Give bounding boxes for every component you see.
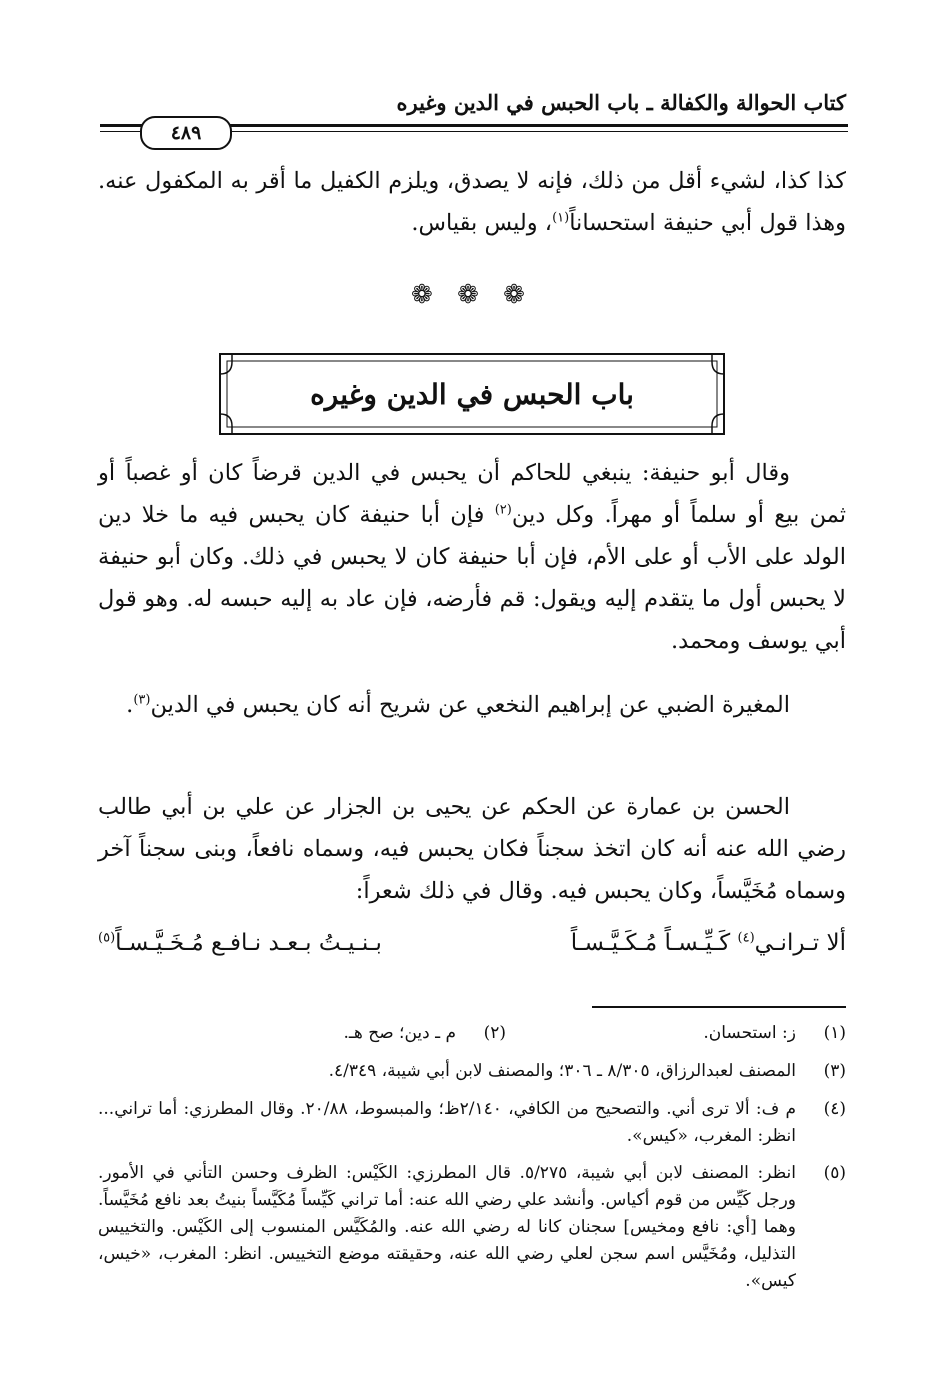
- footnote-ref-3[interactable]: (٣): [133, 692, 151, 708]
- footnote-5-label: (٥): [823, 1163, 846, 1183]
- footnote-3-label: (٣): [823, 1061, 846, 1081]
- footnote-3-text: المصنف لعبدالرزاق، ٨/٣٠٥ ـ ٣٠٦؛ والمصنف لابن أبي شيبة، ٤/٣٤٩.: [328, 1061, 796, 1081]
- footnote-row-1-2: [98, 1020, 846, 1047]
- verse-second-text: بـنـيـتُ بـعـد نـافـع مُـخَـيَّـسـاً: [115, 930, 382, 956]
- chapter-title: باب الحبس في الدين وغيره: [310, 377, 634, 411]
- running-title: كتاب الحوالة والكفالة ـ باب الحبس في الدين وغيره: [396, 90, 846, 115]
- paragraph-3-text: المغيرة الضبي عن إبراهيم النخعي عن شريح أنه كان يحبس في الدين: [150, 692, 790, 718]
- footnote-2-text: م ـ دين؛ صح هـ.: [343, 1023, 456, 1043]
- paragraph-4-text: الحسن بن عمارة عن الحكم عن يحيى بن الجزار عن علي بن أبي طالب رضي الله عنه أنه كان اتخذ سجناً فكان يحبس فيه، وسماه نافعاً، وبنى سجناً آخر وسماه مُخَيَّساً، وكان يحبس فيه. وقال في ذلك شعراً:: [98, 794, 846, 904]
- page-number-badge: [140, 116, 232, 150]
- paragraph-1-end: ، وليس بقياس.: [411, 210, 553, 236]
- paragraph-1: [98, 160, 846, 244]
- footnote-5: [98, 1160, 846, 1295]
- chapter-title-frame: [218, 352, 726, 436]
- paragraph-3: [98, 684, 846, 726]
- footnote-1-text: ز: استحسان.: [703, 1023, 796, 1043]
- verse-first-end: كَـيِّـسـاً مُـكَـيَّـسـاً: [570, 930, 738, 956]
- poetry-verse: [98, 930, 846, 974]
- verse-first-hemistich: [571, 930, 846, 956]
- paragraph-2-text-a: وقال أبو حنيفة: ينبغي للحاكم أن يحبس في الدين قرضاً كان أو غصباً أو ثمن بيع أو سلماً أو مهراً. وكل دين: [98, 460, 846, 528]
- paragraph-4: [98, 786, 846, 912]
- verse-second-hemistich: [98, 930, 382, 956]
- paragraph-2-text-b: فإن أبا حنيفة كان يحبس فيه ما خلا دين الولد على الأب أو على الأم، فإن أبا حنيفة كان لا يحبس في ذلك. وكان أبو حنيفة لا يحبس أول ما يتقدم إليه ويقول: قم فأرضه، فإن عاد به إليه حبسه له. وهو قول أبي يوسف ومحمد.: [98, 502, 846, 654]
- footnote-separator: [592, 1006, 846, 1008]
- footnote-ref-5[interactable]: (٥): [98, 930, 116, 946]
- footnote-2-label: (٢): [483, 1023, 506, 1043]
- footnote-4-label: (٤): [823, 1099, 846, 1119]
- paragraph-3-end: .: [126, 692, 134, 718]
- footnote-4-text: م ف: ألا ترى أني. والتصحيح من الكافي، ٢/١٤٠ظ؛ والمبسوط، ٢٠/٨٨. وقال المطرزي: أما تراني... انظر: المغرب، «كيس».: [98, 1099, 796, 1146]
- footnote-ref-1[interactable]: (١): [552, 210, 570, 226]
- verse-first-text: ألا تـرانـي: [754, 930, 846, 956]
- footnote-ref-2[interactable]: (٢): [494, 502, 512, 518]
- footnote-1-label: (١): [823, 1023, 846, 1043]
- footnote-3: [98, 1058, 846, 1085]
- footnote-ref-4[interactable]: (٤): [737, 930, 755, 946]
- footnote-4: [98, 1096, 846, 1150]
- page-number: ٤٨٩: [170, 122, 202, 144]
- section-separator-ornament: ❁ ❁ ❁: [411, 280, 533, 310]
- paragraph-1-text: كذا كذا، لشيء أقل من ذلك، فإنه لا يصدق، ويلزم الكفيل ما أقر به المكفول عنه. وهذا قول أبي حنيفة استحساناً: [98, 168, 846, 236]
- footnote-5-text: انظر: المصنف لابن أبي شيبة، ٥/٢٧٥. قال المطرزي: الكَيْس: الظرف وحسن التأني في الأمور. ورجل كَيِّس من قوم أكياس. وأنشد علي رضي الله عنه: أما تراني كَيِّساً مُكَيَّساً بنيتُ بعد نافع مُخَيَّساً. وهما [أي: نافع ومخيس] سجنان كانا له رضي الله عنه. والمُكَيَّس المنسوب إلى الكَيْس. والتخييس التذليل، ومُخَيَّس اسم سجن لعلي رضي الله عنه، وحقيقته موضع التخييس. انظر: المغرب، «خيس، كيس».: [98, 1163, 796, 1291]
- paragraph-2: [98, 452, 846, 662]
